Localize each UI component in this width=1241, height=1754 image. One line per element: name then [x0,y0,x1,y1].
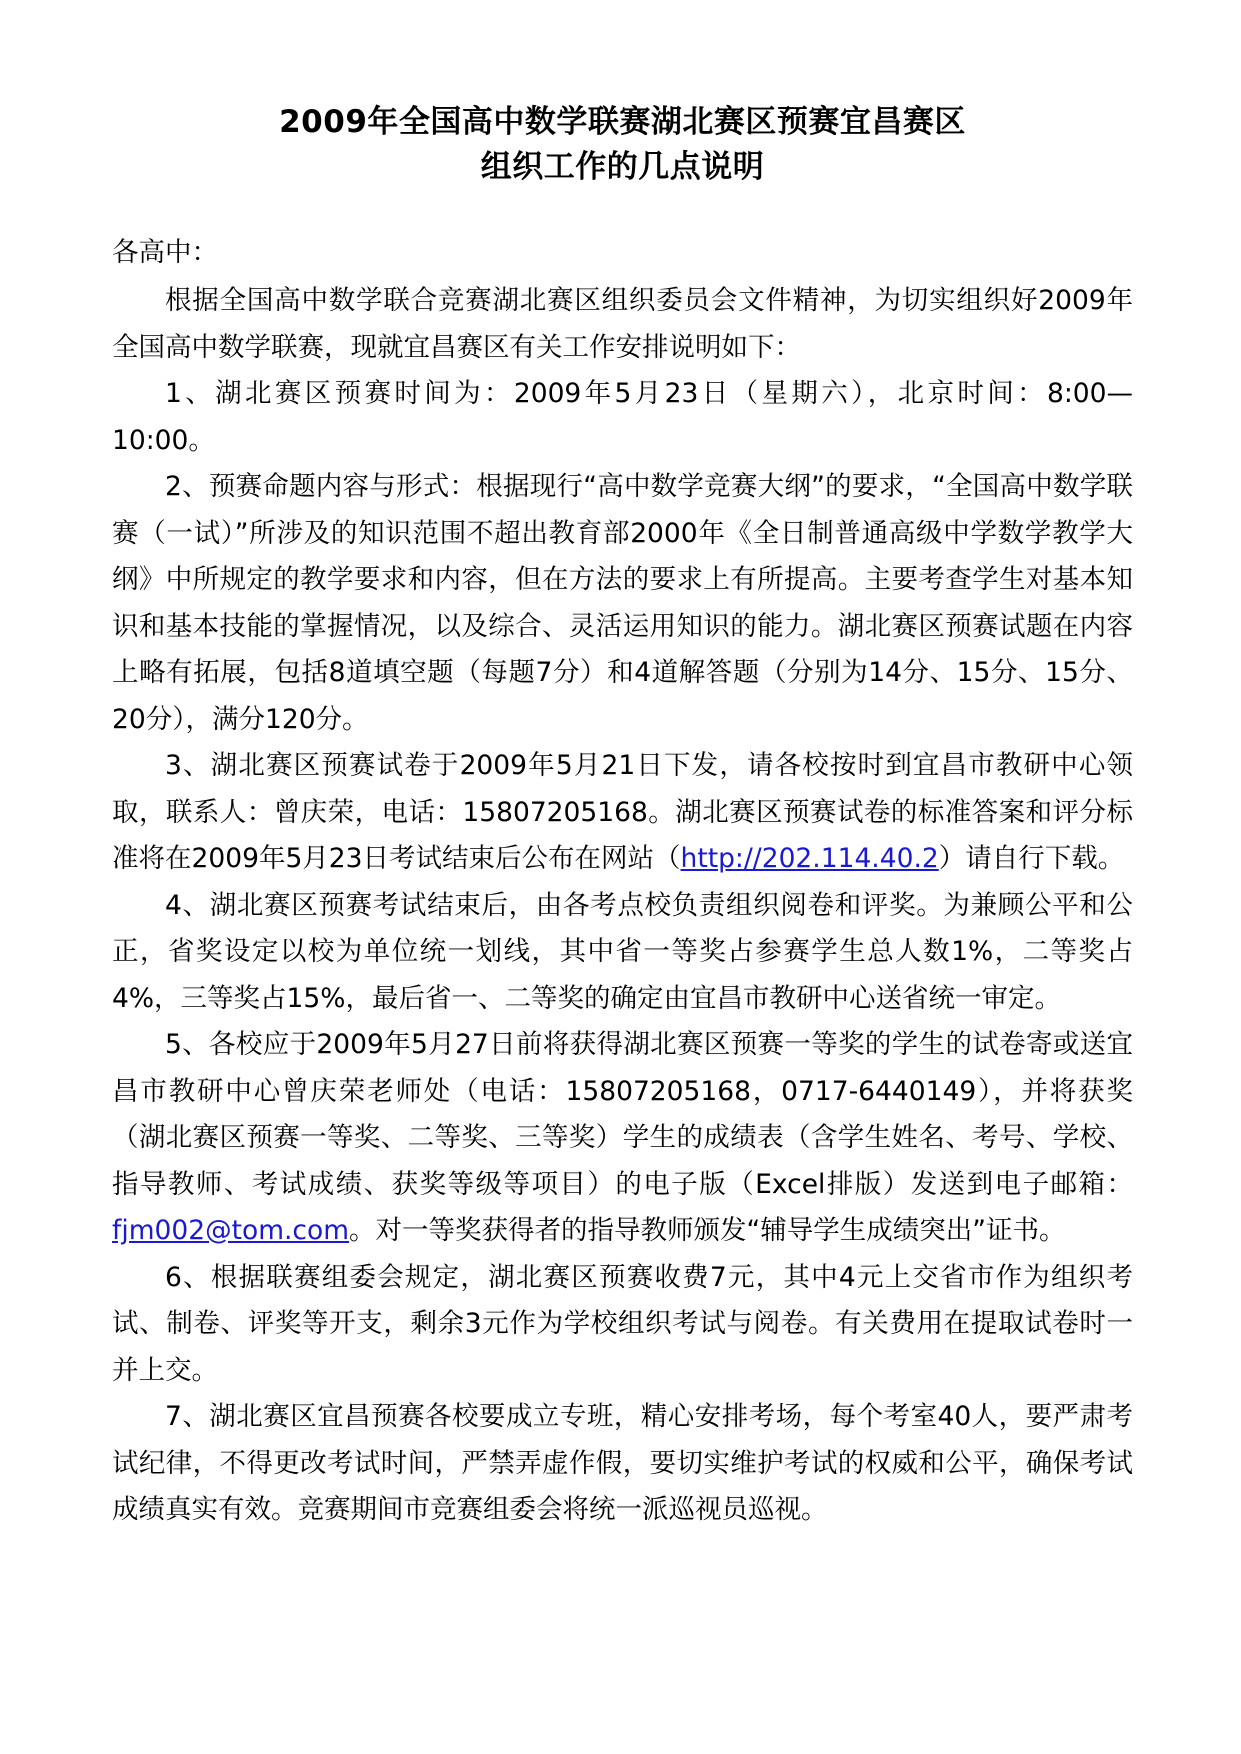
item-paragraph-5 [112,1022,1133,1255]
item-paragraph-4: 4、湖北赛区预赛考试结束后，由各考点校负责组织阅卷和评奖。为兼顾公平和公正，省奖设定以校为单位统一划线，其中省一等奖占参赛学生总人数1%，二等奖占4%，三等奖占15%，最后省一、二等奖的确定由宜昌市教研中心送省统一审定。 [112,889,1133,1014]
item-paragraph-3 [112,743,1133,883]
title-line-2: 组织工作的几点说明 [480,149,765,185]
item-paragraph-6: 6、根据联赛组委会规定，湖北赛区预赛收费7元，其中4元上交省市作为组织考试、制卷、评奖等开支，剩余3元作为学校组织考试与阅卷。有关费用在提取试卷时一并上交。 [112,1261,1133,1386]
website-link[interactable]: http://202.114.40.2 [680,843,939,874]
title-line-1: 2009年全国高中数学联赛湖北赛区预赛宜昌赛区 [279,104,966,140]
page-title [112,100,1133,190]
item-5-text-after-link: 。对一等奖获得者的指导教师颁发“辅导学生成绩突出”证书。 [349,1215,1066,1246]
item-paragraph-1: 1、湖北赛区预赛时间为：2009年5月23日（星期六），北京时间：8:00—10:00。 [112,378,1133,456]
item-paragraph-7: 7、湖北赛区宜昌预赛各校要成立专班，精心安排考场，每个考室40人，要严肃考试纪律，不得更改考试时间，严禁弄虚作假，要切实维护考试的权威和公平，确保考试成绩真实有效。竞赛期间市竞赛组委会将统一派巡视员巡视。 [112,1401,1133,1525]
email-link[interactable]: fjm002@tom.com [112,1215,350,1246]
item-3-text-before-link: 3、湖北赛区预赛试卷于2009年5月21日下发，请各校按时到宜昌市教研中心领取，联系人：曾庆荣，电话：15807205168。湖北赛区预赛试卷的标准答案和评分标准将在2009年5月23日考试结束后公布在网站（ [112,750,1133,874]
item-paragraph-2: 2、预赛命题内容与形式：根据现行“高中数学竞赛大纲”的要求，“全国高中数学联赛（一试）”所涉及的知识范围不超出教育部2000年《全日制普通高级中学数学教学大纲》中所规定的教学要求和内容，但在方法的要求上有所提高。主要考查学生对基本知识和基本技能的掌握情况，以及综合、灵活运用知识的能力。湖北赛区预赛试题在内容上略有拓展，包括8道填空题（每题7分）和4道解答题（分别为14分、15分、15分、20分），满分120分。 [112,471,1133,735]
item-5-text-before-link: 5、各校应于2009年5月27日前将获得湖北赛区预赛一等奖的学生的试卷寄或送宜昌市教研中心曾庆荣老师处（电话：15807205168，0717-6440149），并将获奖（湖北赛区预赛一等奖、二等奖、三等奖）学生的成绩表（含学生姓名、考号、学校、指导教师、考试成绩、获奖等级等项目）的电子版（Excel排版）发送到电子邮箱： [112,1029,1133,1200]
item-3-text-after-link: ）请自行下载。 [938,843,1125,874]
salutation: 各高中： [112,237,218,268]
intro-paragraph: 根据全国高中数学联合竞赛湖北赛区组织委员会文件精神，为切实组织好2009年全国高中数学联赛，现就宜昌赛区有关工作安排说明如下： [112,285,1133,363]
